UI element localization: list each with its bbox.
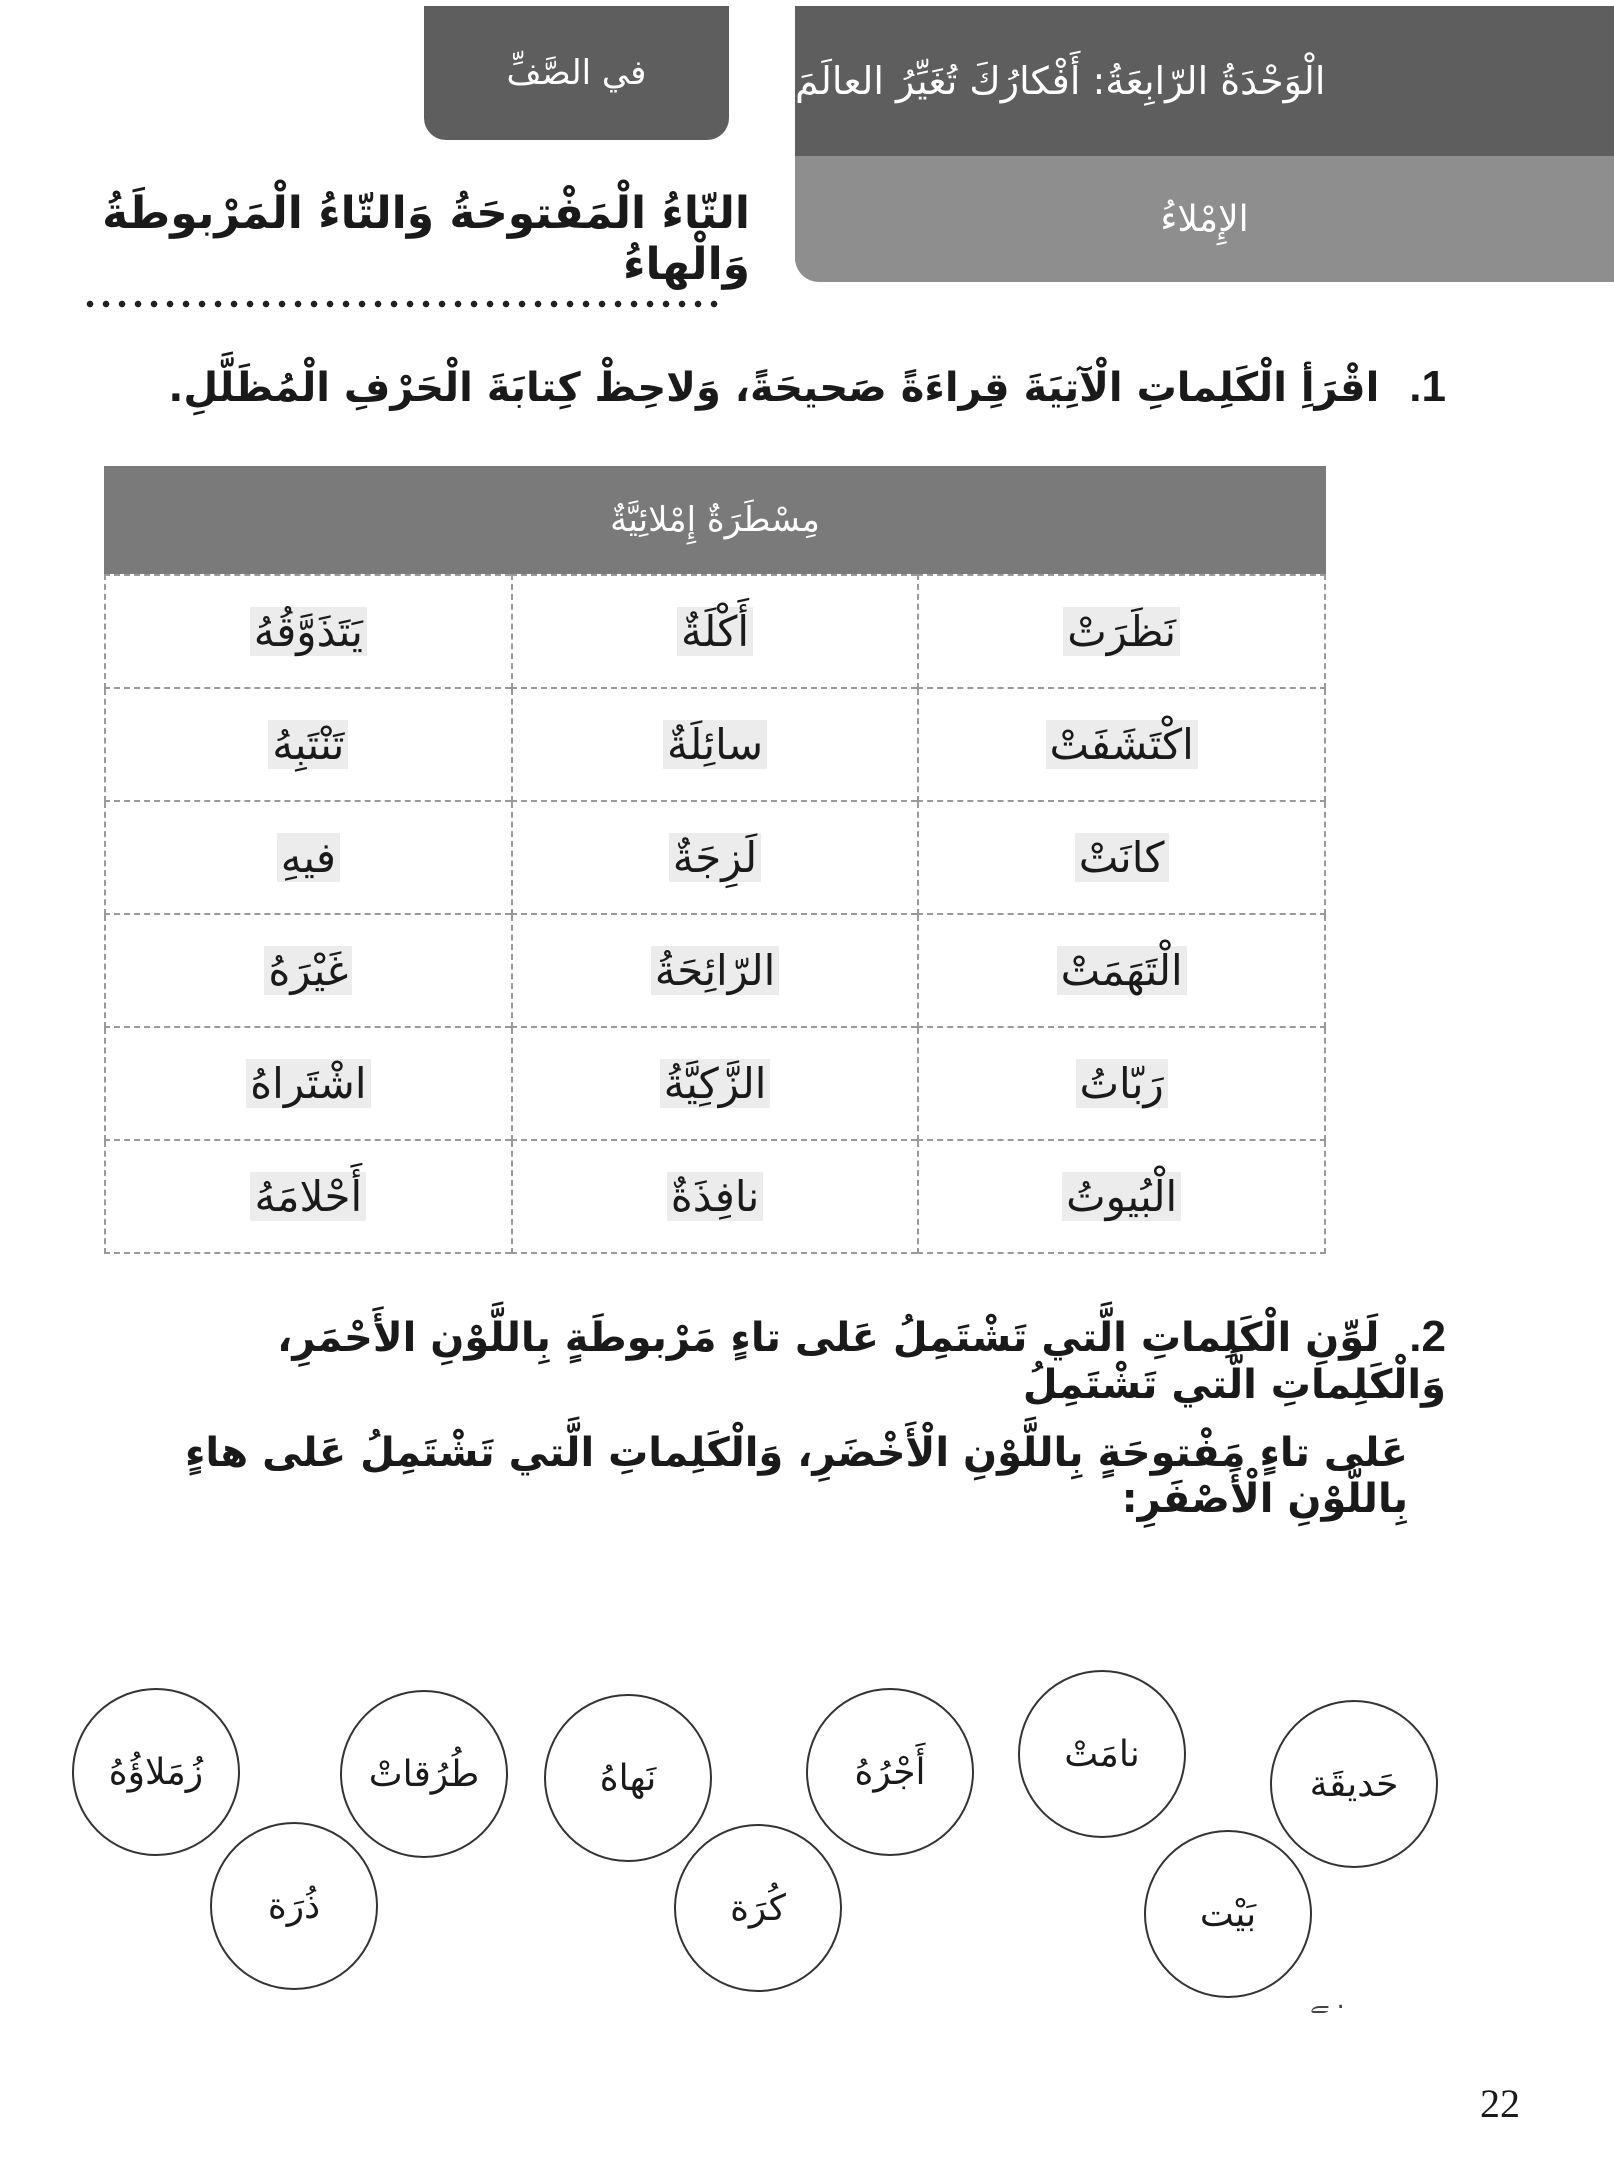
question-2-text-1: لَوِّنِ الْكَلِماتِ الَّتي تَشْتَمِلُ عَلى تاءٍ مَرْبوطَةٍ بِاللَّوْنِ الأَحْمَرِ، وَالْكَلِماتِ الَّتي تَشْتَمِلُ xyxy=(277,1315,1446,1408)
word-circle-turuqat[interactable]: طُرُقاتْ xyxy=(340,1690,508,1858)
table-title: مِسْطَرَةٌ إِمْلائِيَّةٌ xyxy=(610,500,820,540)
in-class-tab xyxy=(424,6,729,140)
question-2-text-2: عَلى تاءٍ مَفْتوحَةٍ بِاللَّوْنِ الْأَخْضَرِ، وَالْكَلِماتِ الَّتي تَشْتَمِلُ عَلى هاءٍ بِاللَّوْنِ الْأَصْفَرِ: xyxy=(184,1430,1408,1522)
word-cell: الْبُيوتُ xyxy=(918,1140,1325,1253)
word-circle-kura[interactable]: كُرَة xyxy=(674,1824,842,1992)
word-cell: اكْتَشَفَتْ xyxy=(918,688,1325,801)
word-cell: الْتَهَمَتْ xyxy=(918,914,1325,1027)
unit-title-bar xyxy=(795,6,1614,156)
section-title: الإِمْلاءُ xyxy=(1160,198,1249,240)
word-cell: نَظَرَتْ xyxy=(918,575,1325,688)
word-cell: غَيْرَهُ xyxy=(105,914,512,1027)
table-row xyxy=(105,801,1325,914)
unit-header xyxy=(795,6,1614,282)
word-circle-zumalauh[interactable]: زُمَلاؤُهُ xyxy=(72,1688,240,1856)
word-cell: أَكْلَةٌ xyxy=(512,575,919,688)
word-cell: نافِذَةٌ xyxy=(512,1140,919,1253)
word-cell: كانَتْ xyxy=(918,801,1325,914)
table-title-bar xyxy=(104,466,1326,574)
word-circle-namat[interactable]: نامَتْ xyxy=(1018,1670,1186,1838)
dotted-divider xyxy=(82,300,722,308)
word-circle-dhura[interactable]: ذُرَة xyxy=(210,1822,378,1990)
question-1-text: اقْرَأِ الْكَلِماتِ الْآتِيَةَ قِراءَةً صَحيحَةً، وَلاحِظْ كِتابَةَ الْحَرْفِ الْمُظَلَّلِ. xyxy=(168,365,1380,411)
word-cell: أَحْلامَهُ xyxy=(105,1140,512,1253)
word-circle-hadiqa[interactable]: حَديقَة xyxy=(1270,1700,1438,1868)
section-bar xyxy=(795,156,1614,282)
word-cell: لَزِجَةٌ xyxy=(512,801,919,914)
word-cell: سائِلَةٌ xyxy=(512,688,919,801)
word-cell: رَبّاتُ xyxy=(918,1027,1325,1140)
in-class-label: في الصَّفِّ xyxy=(506,53,647,93)
word-circle-bayt[interactable]: بَيْت xyxy=(1144,1830,1312,1998)
word-cell: اشْتَراهُ xyxy=(105,1027,512,1140)
pencil-mark: ﮯ . xyxy=(1310,1985,1345,2015)
spelling-table xyxy=(104,466,1326,1254)
word-cell: الزَّكِيَّةُ xyxy=(512,1027,919,1140)
question-2-line-2 xyxy=(108,1430,1408,1522)
word-circle-ajruh[interactable]: أَجْرُهُ xyxy=(806,1688,974,1856)
word-cell: تَنْتَبِهُ xyxy=(105,688,512,801)
table-row xyxy=(105,688,1325,801)
word-cell: يَتَذَوَّقُهُ xyxy=(105,575,512,688)
lesson-title: التّاءُ الْمَفْتوحَةُ وَالتّاءُ الْمَرْبوطَةُ وَالْهاءُ xyxy=(102,188,750,290)
page-number: 22 xyxy=(1480,2081,1520,2126)
question-1-number: 1. xyxy=(1409,362,1446,411)
table-row xyxy=(105,914,1325,1027)
word-grid xyxy=(104,574,1326,1254)
table-row xyxy=(105,1140,1325,1253)
unit-title: الْوَحْدَةُ الرّابِعَةُ: أَفْكارُكَ تُغَيِّرُ العالَمَ xyxy=(795,59,1326,103)
word-cell: فيهِ xyxy=(105,801,512,914)
question-2-number: 2. xyxy=(1409,1312,1446,1361)
word-circle-nahah[interactable]: نَهاهُ xyxy=(544,1694,712,1862)
question-1 xyxy=(146,362,1446,412)
table-row xyxy=(105,1027,1325,1140)
table-row xyxy=(105,575,1325,688)
word-cell: الرّائِحَةُ xyxy=(512,914,919,1027)
question-2-line-1 xyxy=(116,1312,1446,1408)
